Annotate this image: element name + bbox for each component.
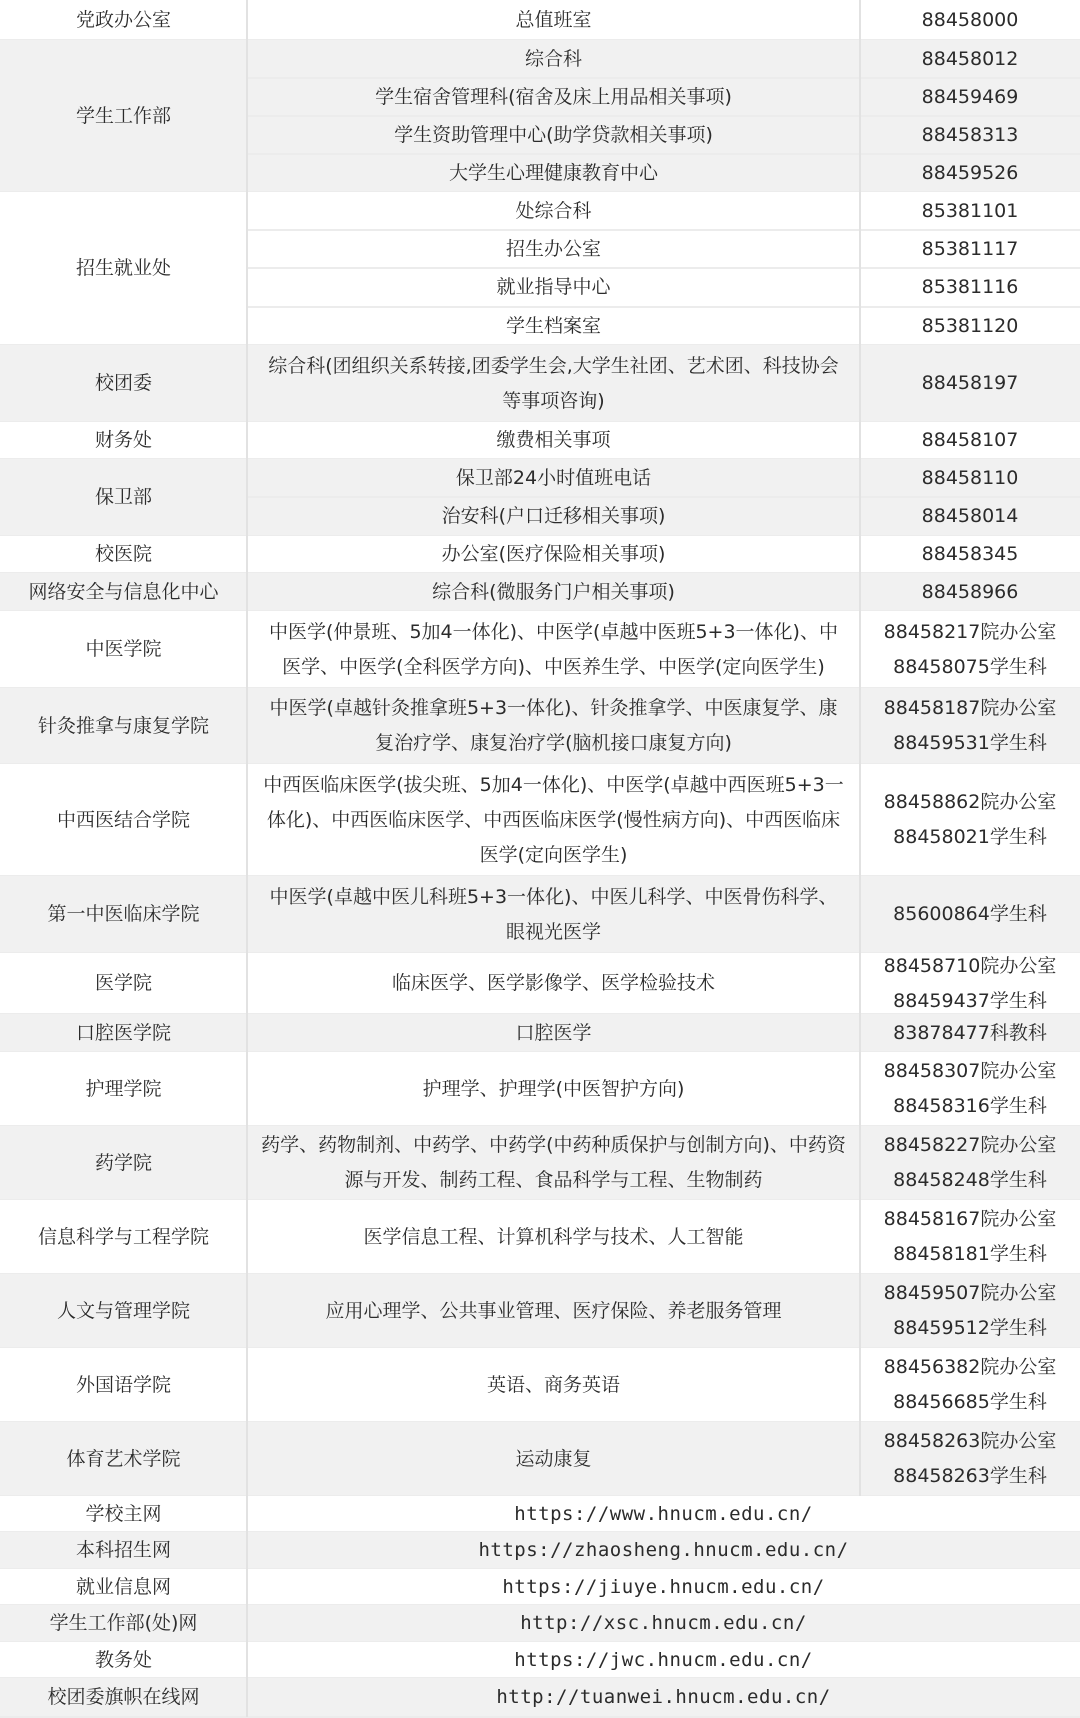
majors-cell-text: 应用心理学、公共事业管理、医疗保险、养老服务管理 [325, 1299, 782, 1322]
phone-cell [860, 268, 1080, 307]
website-url-link-text: https://zhaosheng.hnucm.edu.cn/ [478, 1539, 849, 1561]
phone-cell-text: 88458110 [921, 466, 1019, 489]
college-name-cell [0, 1052, 247, 1126]
website-name-cell [0, 1532, 247, 1569]
majors-cell [261, 611, 846, 688]
majors-cell-text: 运动康复 [515, 1447, 592, 1470]
phone-cell [860, 459, 1080, 497]
office-unit-cell-text: 综合科 [524, 47, 582, 70]
website-name-cell-text: 就业信息网 [75, 1575, 171, 1598]
website-name-cell-text: 校团委旗帜在线网 [47, 1686, 200, 1708]
office-unit-cell-text: 办公室(医疗保险相关事项) [441, 543, 666, 565]
college-phone-line: 88458248学生科 [893, 1169, 1047, 1191]
phone-cell [860, 230, 1080, 268]
website-url-link-text: http://xsc.hnucm.edu.cn/ [520, 1612, 807, 1634]
college-phone-line: 88458181学生科 [893, 1243, 1047, 1265]
majors-cell [261, 1348, 846, 1422]
website-name-cell [0, 1569, 247, 1605]
phone-cell [860, 192, 1080, 230]
department-cell [0, 536, 247, 573]
college-phone-cell [860, 953, 1080, 1014]
college-name-cell-text: 中西医结合学院 [56, 808, 190, 831]
majors-cell [261, 1014, 846, 1052]
phone-cell-text: 88458345 [921, 543, 1019, 565]
department-cell [0, 422, 247, 459]
college-phone-line: 88458263学生科 [893, 1465, 1047, 1487]
college-phone-line: 88456685学生科 [893, 1391, 1047, 1413]
phone-cell-text: 88459526 [921, 161, 1019, 184]
row-divider [247, 229, 1080, 231]
website-name-cell [0, 1678, 247, 1717]
majors-cell [261, 688, 846, 764]
website-url-link-text: https://jwc.hnucm.edu.cn/ [514, 1648, 813, 1671]
office-unit-cell [259, 307, 848, 345]
majors-cell [261, 876, 846, 953]
college-phone-cell [860, 1052, 1080, 1126]
department-cell [0, 40, 247, 192]
department-cell [0, 573, 247, 611]
phone-cell [860, 78, 1080, 116]
college-phone-line: 88458263院办公室 [883, 1430, 1057, 1452]
college-phone-cell [860, 1274, 1080, 1348]
college-phone-line: 88458862院办公室 [883, 791, 1057, 813]
majors-cell [261, 1422, 846, 1496]
office-unit-cell [259, 459, 848, 497]
college-name-cell-text: 针灸推拿与康复学院 [37, 714, 209, 737]
office-unit-cell-text: 综合科(团组织关系转接,团委学生会,大学生社团、艺术团、科技协会等事项咨询) [268, 354, 839, 412]
majors-cell [261, 1274, 846, 1348]
department-cell [0, 0, 247, 40]
office-unit-cell-text: 就业指导中心 [496, 276, 611, 298]
website-name-cell [0, 1642, 247, 1678]
phone-cell-text: 88458966 [921, 580, 1019, 603]
office-unit-cell-text: 总值班室 [515, 8, 592, 31]
college-phone-line: 88458307院办公室 [883, 1060, 1057, 1082]
website-name-cell [0, 1496, 247, 1532]
majors-cell [261, 1052, 846, 1126]
phone-cell [860, 116, 1080, 154]
office-unit-cell [259, 422, 848, 459]
majors-cell-text: 口腔医学 [515, 1021, 592, 1044]
office-unit-cell-text: 招生办公室 [505, 237, 601, 260]
office-unit-cell-text: 处综合科 [515, 199, 592, 222]
website-name-cell-text: 本科招生网 [75, 1539, 171, 1561]
college-phone-line: 85600864学生科 [893, 903, 1047, 925]
department-cell [0, 192, 247, 345]
majors-cell-text: 药学、药物制剂、中药学、中药学(中药种质保护与创制方向)、中药资源与开发、制药工程、食品科学与工程、生物制药 [261, 1134, 846, 1191]
website-name-cell-text: 学校主网 [85, 1502, 162, 1525]
college-phone-cell [860, 1422, 1080, 1496]
website-url-link[interactable] [247, 1496, 1080, 1532]
row-divider [247, 306, 1080, 308]
phone-cell-text: 88458197 [921, 372, 1019, 394]
college-phone-line: 88458227院办公室 [883, 1134, 1057, 1156]
phone-cell-text: 88459469 [921, 85, 1019, 108]
office-unit-cell-text: 学生宿舍管理科(宿舍及床上用品相关事项) [375, 85, 732, 108]
majors-cell-text: 英语、商务英语 [486, 1373, 620, 1396]
phone-cell [860, 0, 1080, 40]
office-unit-cell [259, 116, 848, 154]
majors-cell [261, 1200, 846, 1274]
majors-cell-text: 中医学(仲景班、5加4一体化)、中医学(卓越中医班5+3一体化)、中医学、中医学(全科医学方向)、中医养生学、中医学(定向医学生) [269, 620, 838, 678]
office-unit-cell [259, 497, 848, 536]
office-unit-cell [259, 192, 848, 230]
college-phone-line: 88459507院办公室 [883, 1282, 1057, 1304]
college-name-cell-text: 人文与管理学院 [56, 1299, 190, 1322]
college-name-cell [0, 1014, 247, 1052]
college-phone-line: 88459437学生科 [893, 989, 1047, 1012]
college-name-cell-text: 护理学院 [85, 1077, 162, 1100]
majors-cell [261, 764, 846, 876]
college-name-cell [0, 688, 247, 764]
college-phone-line: 88458217院办公室 [883, 620, 1057, 643]
college-phone-line: 88458075学生科 [893, 655, 1047, 678]
college-name-cell [0, 1126, 247, 1200]
majors-cell-text: 护理学、护理学(中医智护方向) [422, 1077, 685, 1100]
column-divider [859, 0, 861, 1496]
phone-cell [860, 536, 1080, 573]
phone-cell-text: 88458014 [921, 505, 1019, 527]
college-phone-line: 88458316学生科 [893, 1095, 1047, 1117]
college-name-cell [0, 953, 247, 1014]
website-name-cell [0, 1605, 247, 1642]
college-phone-line: 83878477科教科 [893, 1021, 1047, 1044]
college-phone-line: 88459512学生科 [893, 1317, 1047, 1339]
college-name-cell [0, 1274, 247, 1348]
website-url-link[interactable] [247, 1678, 1080, 1717]
office-unit-cell [259, 345, 848, 422]
phone-cell [860, 345, 1080, 422]
college-phone-cell [860, 1200, 1080, 1274]
department-cell [0, 459, 247, 536]
phone-cell-text: 88458313 [921, 123, 1019, 146]
college-name-cell [0, 611, 247, 688]
office-unit-cell [259, 268, 848, 307]
phone-cell-text: 85381117 [921, 237, 1019, 260]
college-phone-line: 88458187院办公室 [883, 697, 1057, 719]
website-name-cell-text: 学生工作部(处)网 [49, 1612, 198, 1634]
office-unit-cell [259, 573, 848, 611]
row-divider [247, 496, 1080, 498]
college-phone-line: 88458021学生科 [893, 826, 1047, 848]
college-phone-line: 88458710院办公室 [883, 954, 1057, 977]
phone-cell [860, 497, 1080, 536]
college-phone-line: 88459531学生科 [893, 732, 1047, 754]
website-url-link[interactable] [247, 1605, 1080, 1642]
majors-cell-text: 临床医学、医学影像学、医学检验技术 [391, 972, 715, 994]
college-name-cell-text: 口腔医学院 [75, 1021, 171, 1044]
college-phone-cell [860, 876, 1080, 953]
phone-cell [860, 573, 1080, 611]
department-cell [0, 345, 247, 422]
college-phone-cell [860, 688, 1080, 764]
college-phone-cell [860, 1348, 1080, 1422]
college-name-cell [0, 876, 247, 953]
phone-cell [860, 40, 1080, 78]
phone-cell-text: 85381101 [921, 199, 1019, 222]
office-unit-cell [259, 78, 848, 116]
office-unit-cell-text: 综合科(微服务门户相关事项) [432, 580, 675, 603]
majors-cell-text: 中西医临床医学(拔尖班、5加4一体化)、中医学(卓越中西医班5+3一体化)、中西医临床医学、中西医临床医学(慢性病方向)、中西医临床医学(定向医学生) [263, 773, 844, 866]
office-unit-cell-text: 大学生心理健康教育中心 [448, 161, 658, 184]
college-phone-cell [860, 1126, 1080, 1200]
department-cell-text: 保卫部 [94, 486, 152, 508]
office-unit-cell [259, 0, 848, 40]
office-unit-cell-text: 学生档案室 [505, 314, 601, 337]
department-cell-text: 招生就业处 [75, 257, 171, 279]
department-cell-text: 校医院 [94, 543, 152, 565]
college-name-cell-text: 外国语学院 [75, 1373, 171, 1396]
department-cell-text: 网络安全与信息化中心 [28, 580, 219, 603]
website-url-link-text: http://tuanwei.hnucm.edu.cn/ [496, 1686, 831, 1708]
office-unit-cell-text: 治安科(户口迁移相关事项) [441, 505, 666, 527]
majors-cell [261, 953, 846, 1014]
college-name-cell [0, 764, 247, 876]
website-url-link-text: https://www.hnucm.edu.cn/ [514, 1502, 813, 1525]
website-name-cell-text: 教务处 [94, 1648, 152, 1671]
department-cell-text: 校团委 [94, 372, 152, 394]
website-url-link[interactable] [247, 1532, 1080, 1569]
majors-cell-text: 中医学(卓越中医儿科班5+3一体化)、中医儿科学、中医骨伤科学、眼视光医学 [269, 885, 838, 943]
college-phone-line: 88458167院办公室 [883, 1208, 1057, 1230]
majors-cell-text: 中医学(卓越针灸推拿班5+3一体化)、针灸推拿学、中医康复学、康复治疗学、康复治疗学(脑机接口康复方向) [269, 697, 838, 754]
row-divider [247, 153, 1080, 155]
college-name-cell-text: 医学院 [94, 972, 152, 994]
website-url-link-text: https://jiuye.hnucm.edu.cn/ [502, 1575, 825, 1598]
college-phone-line: 88456382院办公室 [883, 1356, 1057, 1378]
college-name-cell-text: 信息科学与工程学院 [37, 1225, 209, 1248]
college-name-cell [0, 1348, 247, 1422]
phone-cell-text: 85381116 [921, 276, 1019, 298]
office-unit-cell [259, 230, 848, 268]
row-divider [247, 77, 1080, 79]
website-url-link[interactable] [247, 1642, 1080, 1678]
office-unit-cell [259, 536, 848, 573]
office-unit-cell-text: 缴费相关事项 [496, 429, 611, 451]
college-name-cell-text: 药学院 [94, 1151, 152, 1174]
college-phone-cell [860, 611, 1080, 688]
office-unit-cell [259, 154, 848, 192]
column-divider [246, 0, 248, 1717]
phone-cell [860, 154, 1080, 192]
college-phone-cell [860, 1014, 1080, 1052]
department-cell-text: 党政办公室 [75, 8, 171, 31]
majors-cell-text: 医学信息工程、计算机科学与技术、人工智能 [363, 1225, 744, 1248]
college-name-cell [0, 1200, 247, 1274]
phone-cell-text: 88458000 [921, 8, 1019, 31]
college-name-cell [0, 1422, 247, 1496]
phone-cell-text: 88458012 [921, 47, 1019, 70]
row-divider [247, 267, 1080, 269]
phone-cell [860, 422, 1080, 459]
department-cell-text: 财务处 [94, 429, 152, 451]
department-cell-text: 学生工作部 [75, 104, 171, 127]
phone-cell-text: 88458107 [921, 429, 1019, 451]
website-url-link[interactable] [247, 1569, 1080, 1605]
office-unit-cell-text: 保卫部24小时值班电话 [455, 466, 652, 489]
majors-cell [261, 1126, 846, 1200]
office-unit-cell [259, 40, 848, 78]
phone-cell-text: 85381120 [921, 314, 1019, 337]
college-phone-cell [860, 764, 1080, 876]
college-name-cell-text: 第一中医临床学院 [47, 903, 200, 925]
college-name-cell-text: 中医学院 [85, 638, 162, 660]
office-unit-cell-text: 学生资助管理中心(助学贷款相关事项) [394, 123, 713, 146]
college-name-cell-text: 体育艺术学院 [66, 1447, 181, 1470]
phone-cell [860, 307, 1080, 345]
row-divider [247, 115, 1080, 117]
